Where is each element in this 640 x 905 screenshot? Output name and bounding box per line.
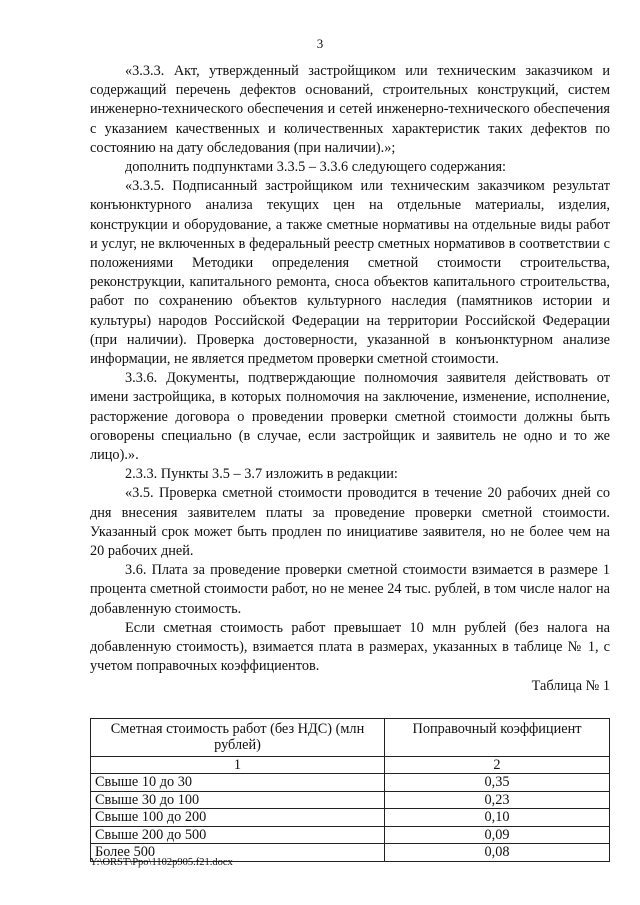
cost-range-cell: Свыше 100 до 200: [91, 809, 385, 827]
page-number: 3: [316, 36, 324, 51]
cost-range-cell: Свыше 10 до 30: [91, 774, 385, 792]
paragraph-3-5: «3.5. Проверка сметной стоимости проводится в течение 20 рабочих дней со дня внесения заявителем платы за проведение проверки сметной стоимости. Указанный срок может быть продлен по инициативе заявителя, но не более чем на 20 рабочих дней.: [90, 485, 610, 560]
table-caption: Таблица № 1: [531, 677, 610, 694]
coefficient-cell: 0,23: [385, 791, 610, 809]
paragraph-3-3-3: «3.3.3. Акт, утвержденный застройщиком или техническим заказчиком и содержащий перечень дефектов оснований, строительных конструкций, систем инженерно-технического обеспечения и сетей инженерно-технического обеспечения с указанием качественных и количественных характеристик таких дефектов по состоянию на дату обследования (при наличии).»;: [90, 63, 610, 156]
paragraph-2-3-3: 2.3.3. Пункты 3.5 – 3.7 изложить в редакции:: [125, 466, 398, 483]
cost-range-cell: Свыше 200 до 500: [91, 826, 385, 844]
coefficient-cell: 0,09: [385, 826, 610, 844]
paragraph-amendment-intro: дополнить подпунктами 3.3.5 – 3.3.6 следующего содержания:: [125, 159, 507, 176]
coefficient-cell: 0,10: [385, 809, 610, 827]
table-header-row: [91, 718, 610, 756]
document-body: [90, 62, 610, 862]
table-row: [91, 791, 610, 809]
cost-range-cell: Свыше 30 до 100: [91, 791, 385, 809]
paragraph-3-3-5: «3.3.5. Подписанный застройщиком или техническим заказчиком результат конъюнктурного анализа текущих цен на отдельные материалы, изделия, конструкции и оборудование, а также сметные нормативы на отдельные виды работ и услуг, не включенных в федеральный реестр сметных нормативов в соответствии с положениями Методики определения сметной стоимости строительства, реконструкции, капитального ремонта, сноса объектов капитального строительства, работ по сохранению объектов культурного наследия (памятников истории и культуры) народов Российской Федерации на территории Российской Федерации (при наличии). Проверка достоверности, указанной в конъюнктурном анализе информации, не является предметом проверки сметной стоимости.: [90, 178, 610, 368]
file-path-footer: Y:\ORST\Ppo\1102p905.f21.docx: [90, 857, 233, 868]
header-cost: Сметная стоимость работ (без НДС) (млн рублей): [91, 718, 385, 756]
paragraph-3-6: 3.6. Плата за проведение проверки сметной стоимости взимается в размере 1 процента сметной стоимости работ, но не менее 24 тыс. рублей, в том числе налог на добавленную стоимость.: [90, 562, 610, 617]
coefficient-cell: 0,35: [385, 774, 610, 792]
table-row: [91, 826, 610, 844]
index-cell: 1: [91, 756, 385, 774]
header-coefficient: Поправочный коэффициент: [385, 718, 610, 756]
table-row: [91, 774, 610, 792]
index-cell: 2: [385, 756, 610, 774]
coefficient-cell: 0,08: [385, 844, 610, 862]
table-index-row: [91, 756, 610, 774]
paragraph-3-3-6: 3.3.6. Документы, подтверждающие полномочия заявителя действовать от имени застройщика, в которых полномочия на заключение, изменение, исполнение, расторжение договора о проведении проверки сметной стоимости должны быть оговорены специально (в случае, если застройщик и заявитель не одно и то же лицо).».: [90, 370, 610, 464]
fee-coefficient-table: [90, 718, 610, 862]
paragraph-fee-threshold: Если сметная стоимость работ превышает 10 млн рублей (без налога на добавленную стоимость), взимается плата в размерах, указанных в таблице № 1, с учетом поправочных коэффициентов.: [90, 619, 610, 675]
table-row: [91, 809, 610, 827]
cost-range-cell: Более 500: [91, 844, 385, 862]
